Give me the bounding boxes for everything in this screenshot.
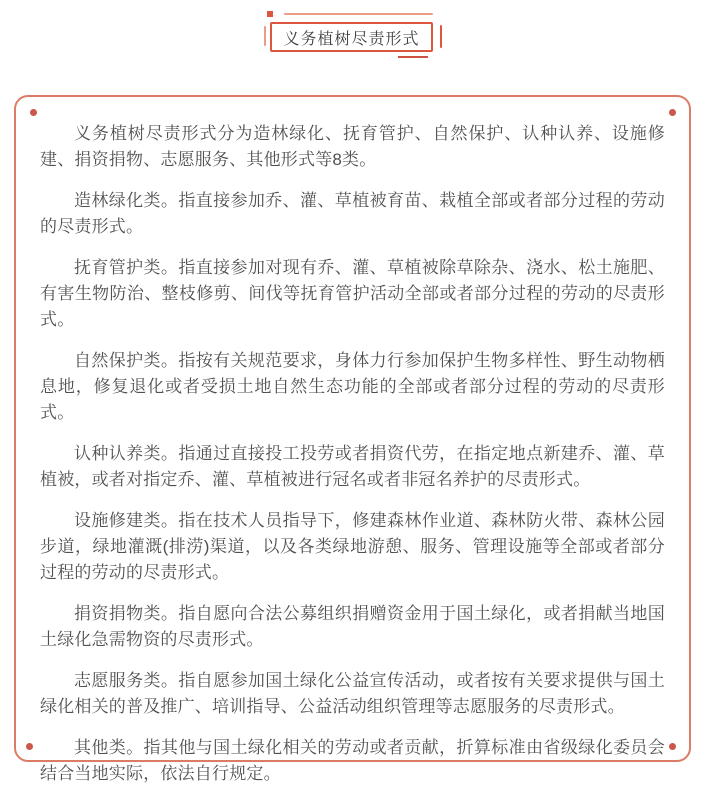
- top-accent-line: [284, 13, 433, 15]
- paragraph: 自然保护类。指按有关规范要求，身体力行参加保护生物多样性、野生动物栖息地，修复退化或者受损土地自然生态功能的全部或者部分过程的劳动的尽责形式。: [40, 351, 665, 422]
- corner-dot-bottom-right: [669, 743, 676, 750]
- bottom-accent-line: [398, 56, 428, 58]
- page-header: [0, 0, 705, 90]
- paragraph: 设施修建类。指在技术人员指导下，修建森林作业道、森林防火带、森林公园步道，绿地灌溉(排涝)渠道，以及各类绿地游憩、服务、管理设施等全部或者部分过程的劳动的尽责形式。: [40, 511, 665, 582]
- paragraph: 抚育管护类。指直接参加对现有乔、灌、草植被除草除杂、浇水、松土施肥、有害生物防治、整枝修剪、间伐等抚育管护活动全部或者部分过程的劳动的尽责形式。: [40, 258, 665, 329]
- corner-dot-top-left: [30, 109, 37, 116]
- paragraph: 造林绿化类。指直接参加乔、灌、草植被育苗、栽植全部或者部分过程的劳动的尽责形式。: [40, 191, 665, 236]
- page-title: 义务植树尽责形式: [270, 22, 433, 52]
- paragraph: 志愿服务类。指自愿参加国土绿化公益宣传活动，或者按有关要求提供与国土绿化相关的普及推广、培训指导、公益活动组织管理等志愿服务的尽责形式。: [40, 671, 665, 716]
- right-accent-bar: [440, 25, 442, 48]
- paragraph: 捐资捐物类。指自愿向合法公募组织捐赠资金用于国土绿化，或者捐献当地国土绿化急需物资的尽责形式。: [40, 604, 665, 649]
- content-card: [14, 95, 691, 783]
- paragraph: 义务植树尽责形式分为造林绿化、抚育管护、自然保护、认种认养、设施修建、捐资捐物、志愿服务、其他形式等8类。: [40, 124, 665, 169]
- left-accent-bar: [264, 26, 266, 46]
- corner-dot-bottom-left: [26, 743, 33, 750]
- paragraph: 其他类。指其他与国土绿化相关的劳动或者贡献，折算标准由省级绿化委员会结合当地实际，依法自行规定。: [40, 738, 665, 783]
- paragraph: 认种认养类。指通过直接投工投劳或者捐资代劳，在指定地点新建乔、灌、草植被，或者对指定乔、灌、草植被进行冠名或者非冠名养护的尽责形式。: [40, 444, 665, 489]
- square-accent-icon: [267, 11, 273, 17]
- paragraph-list: [40, 121, 665, 787]
- corner-dot-top-right: [669, 109, 676, 116]
